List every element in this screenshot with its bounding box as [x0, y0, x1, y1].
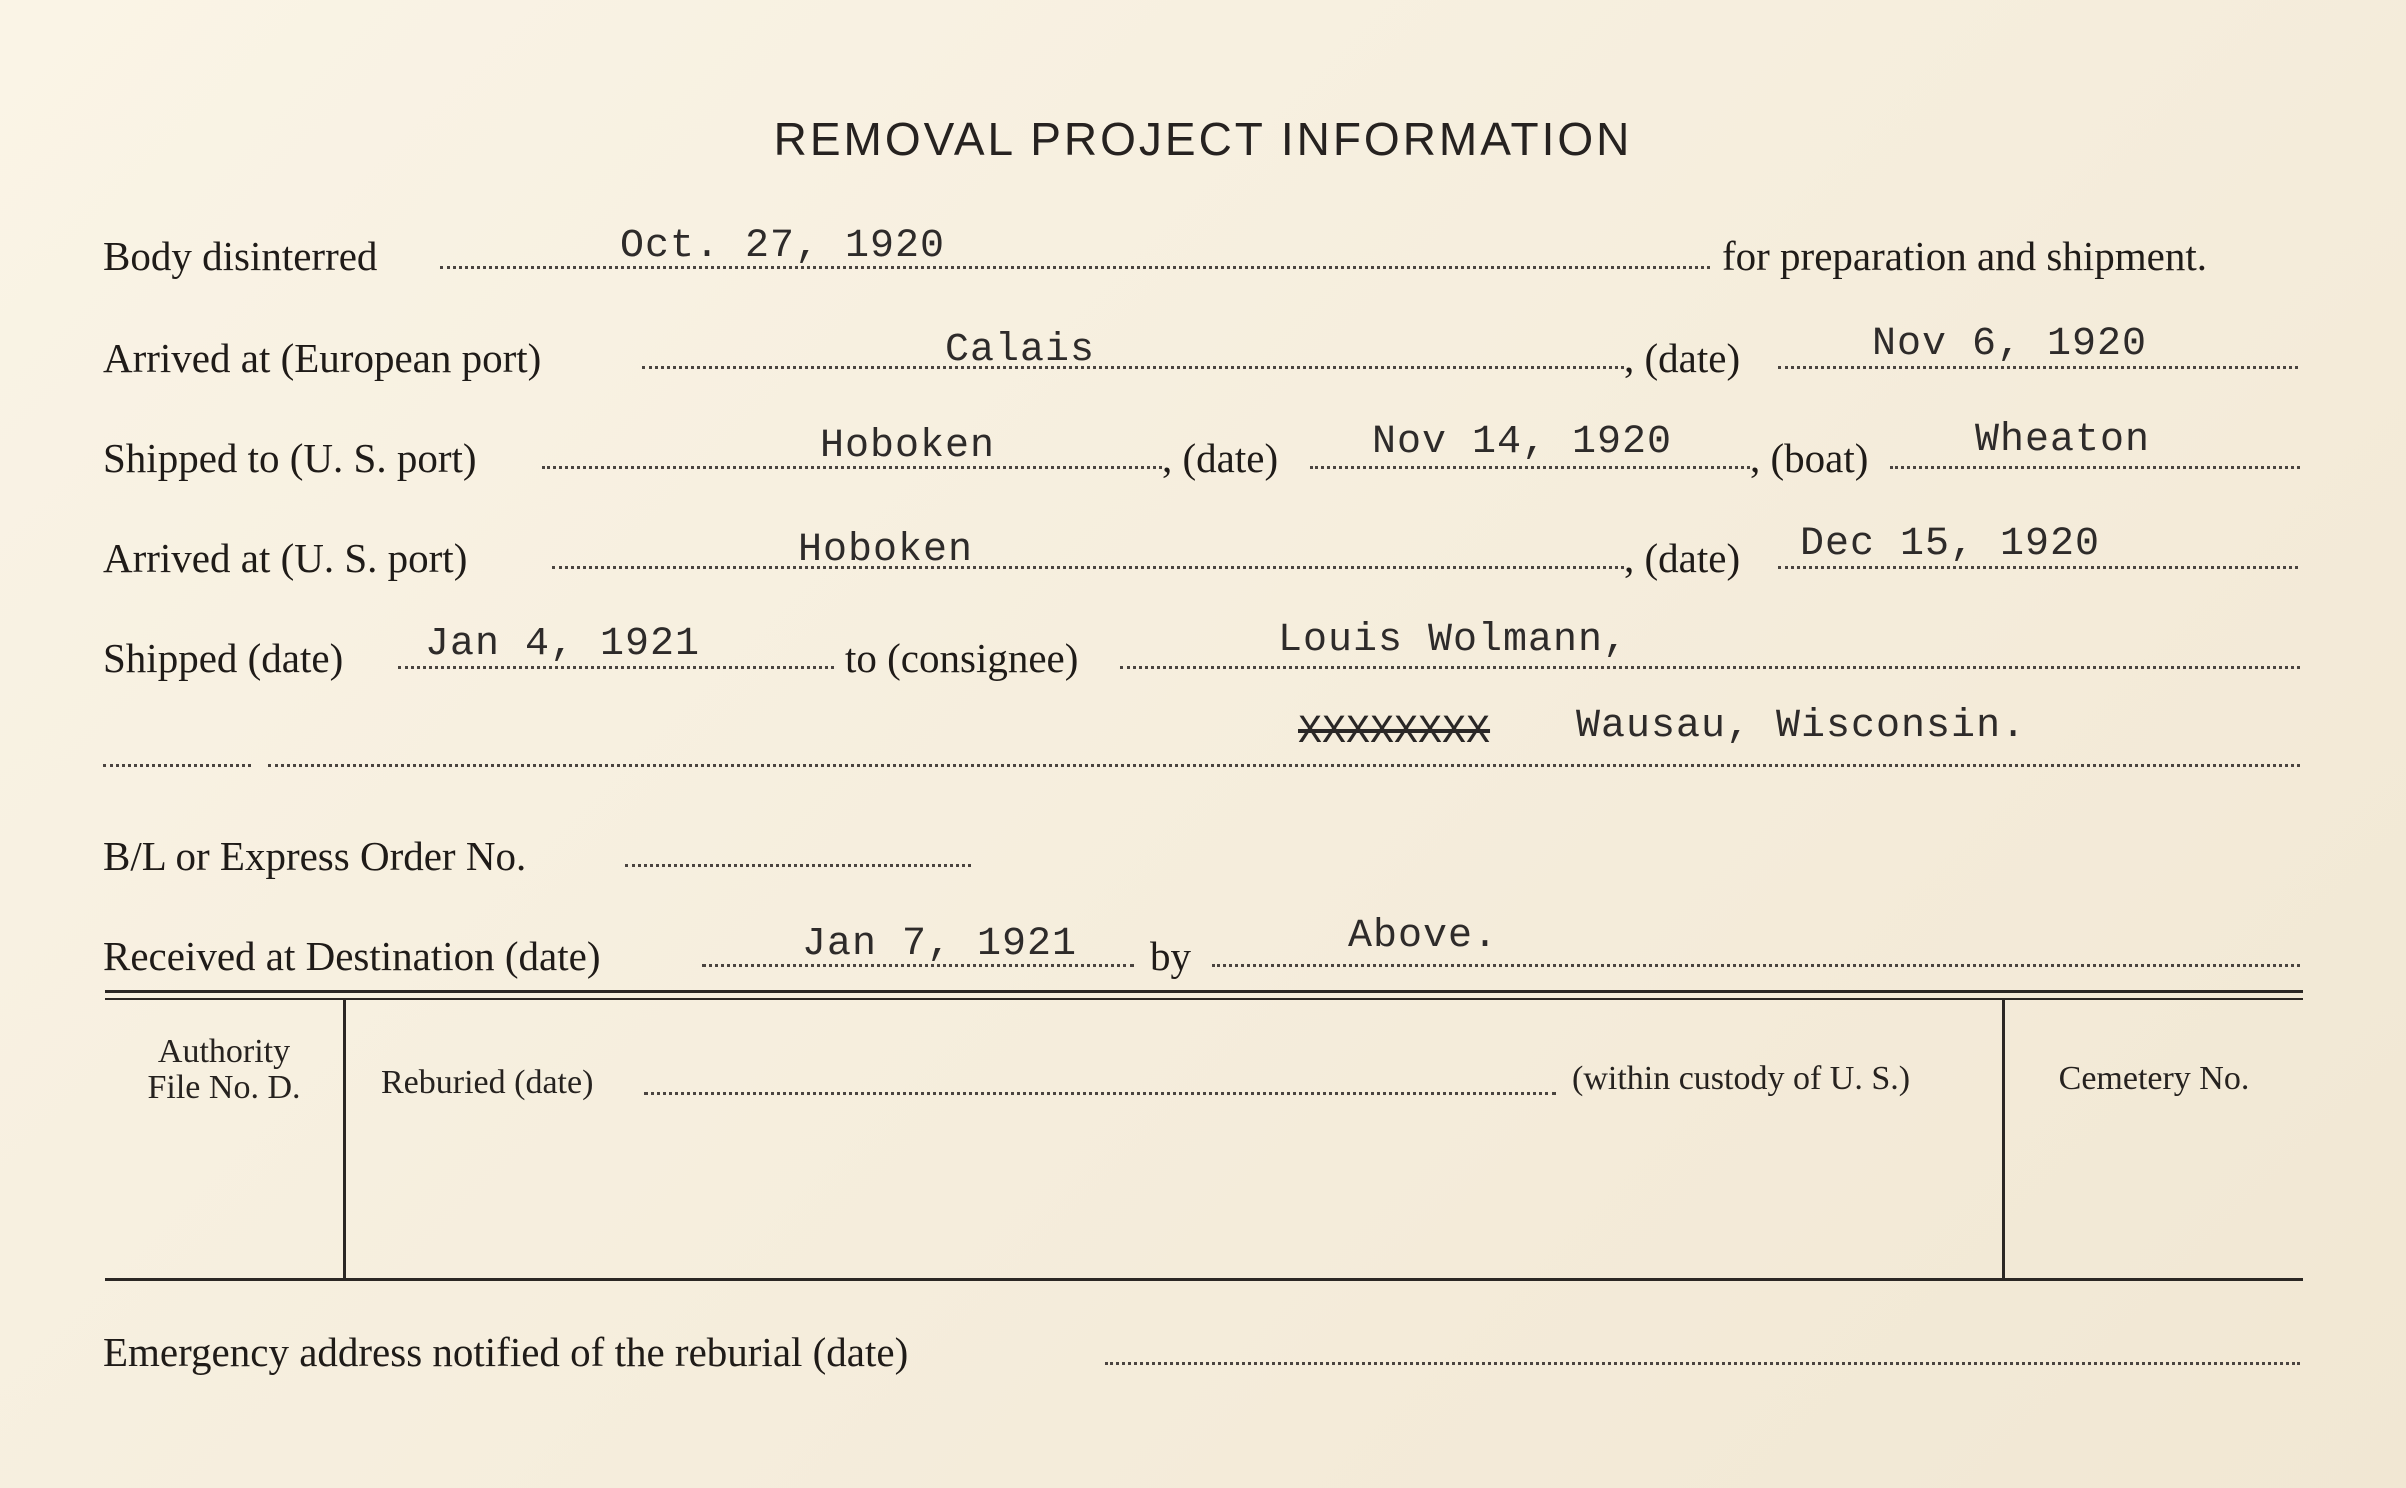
- authority-label: [105, 1034, 343, 1106]
- body-disinterred-label: Body disinterred: [103, 233, 378, 279]
- bl-order-line: [625, 864, 971, 867]
- shipped-date: Jan 4, 1921: [425, 622, 701, 667]
- body-disinterred-suffix: for preparation and shipment.: [1722, 233, 2208, 279]
- received-date: Jan 7, 1921: [802, 922, 1078, 967]
- received-by-label: by: [1150, 933, 1191, 979]
- address-line: [268, 764, 2300, 767]
- emergency-label: Emergency address notified of the reburial (date): [103, 1329, 909, 1375]
- shipped-us-boat-line: [1890, 466, 2300, 469]
- shipped-us-date-label: , (date): [1162, 435, 1279, 481]
- form-title: REMOVAL PROJECT INFORMATION: [773, 113, 1633, 165]
- emergency-line: [1105, 1362, 2300, 1365]
- received-label: Received at Destination (date): [103, 933, 601, 979]
- table-top-rule: [105, 990, 2303, 993]
- reburied-label: Reburied (date): [381, 1064, 594, 1101]
- arrived-us-date-label: , (date): [1624, 535, 1741, 581]
- arrived-us-date: Dec 15, 1920: [1800, 522, 2101, 567]
- consignee-name: Louis Wolmann,: [1278, 618, 1629, 663]
- consignee-label: to (consignee): [845, 635, 1079, 681]
- arrived-european-label: Arrived at (European port): [103, 335, 542, 381]
- arrived-european-line: [642, 366, 1624, 369]
- arrived-us-label: Arrived at (U. S. port): [103, 535, 468, 581]
- body-disinterred-value: Oct. 27, 1920: [620, 224, 946, 269]
- cemetery-label: Cemetery No.: [2058, 1060, 2250, 1097]
- table-divider-left: [343, 1000, 346, 1278]
- received-by-line: [1212, 964, 2300, 967]
- shipped-us-date: Nov 14, 1920: [1372, 420, 1673, 465]
- arrived-us-port: Hoboken: [798, 528, 974, 573]
- shipped-us-label: Shipped to (U. S. port): [103, 435, 477, 481]
- arrived-european-date-label: , (date): [1624, 335, 1741, 381]
- consignee-address: Wausau, Wisconsin.: [1576, 704, 2027, 749]
- bl-order-label: B/L or Express Order No.: [103, 833, 527, 879]
- address-line-short: [103, 764, 251, 767]
- reburied-line: [644, 1092, 1556, 1095]
- authority-label-line2: File No. D.: [147, 1069, 301, 1106]
- authority-label-line1: Authority: [157, 1033, 291, 1070]
- arrived-us-line: [552, 566, 1624, 569]
- shipped-us-port: Hoboken: [820, 424, 996, 469]
- table-divider-right: [2002, 1000, 2005, 1278]
- consignee-line: [1120, 666, 2300, 669]
- arrived-european-port: Calais: [945, 328, 1096, 373]
- shipped-us-boat-label: , (boat): [1750, 435, 1869, 481]
- arrived-european-date: Nov 6, 1920: [1872, 322, 2148, 367]
- table-top-rule-double: [105, 998, 2303, 1000]
- shipped-us-boat: Wheaton: [1975, 418, 2151, 463]
- shipped-date-label: Shipped (date): [103, 635, 344, 681]
- address-struck-out: XXXXXXXX: [1298, 710, 1491, 755]
- received-by: Above.: [1348, 914, 1499, 959]
- table-bottom-rule: [105, 1278, 2303, 1281]
- shipped-us-date-line: [1310, 466, 1750, 469]
- custody-label: (within custody of U. S.): [1572, 1060, 1911, 1097]
